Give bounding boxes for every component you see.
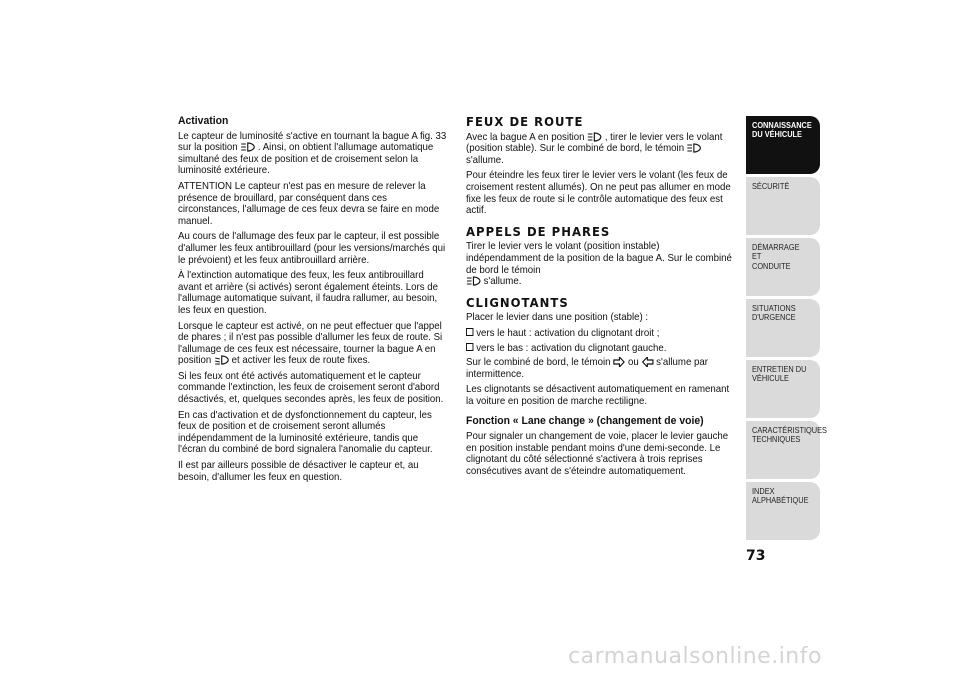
list-item: vers le haut : activation du clignotant droit ; <box>466 328 736 340</box>
tab-index[interactable]: INDEX ALPHABÉTIQUE <box>746 482 820 540</box>
flash-indicator-icon <box>466 276 481 286</box>
watermark: carmanualsonline.info <box>568 644 822 669</box>
right-column <box>466 116 736 481</box>
turn-right-icon <box>613 357 625 367</box>
heading-turn-signals: CLIGNOTANTS <box>466 294 569 310</box>
left-column <box>178 116 448 487</box>
auto-light-icon <box>240 142 255 152</box>
tab-securite[interactable]: SÉCURITÉ <box>746 177 820 235</box>
turn-left-icon <box>641 357 653 367</box>
paragraph-activation: Le capteur de luminosité s'active en tournant la bague A fig. 33 sur la position . Ainsi, on obtient l'allumage automatique simultané des feux de position et de croisement selon la luminosité extérieure. <box>178 130 447 177</box>
paragraph-malfunction: En cas d'activation et de dysfonctionnement du capteur, les feux de position et de croisement seront allumés indépendamment de la luminosité extérieure, tandis que l'écran du combiné de bord signalera l'anomalie du capteur. <box>178 409 433 456</box>
paragraph-flash: Tirer le levier vers le volant (position instable) indépendamment de la position de la bague A. Sur le combiné de bord le témoin s'allume. <box>466 241 732 288</box>
high-beam-indicator-icon <box>687 143 702 153</box>
tab-entretien[interactable]: ENTRETIEN DU VÉHICULE <box>746 360 820 418</box>
tab-demarrage[interactable]: DÉMARRAGE ET CONDUITE <box>746 238 820 296</box>
heading-lane-change: Fonction « Lane change » (changement de voie) <box>466 415 704 428</box>
paragraph-high-beam-off: Pour éteindre les feux tirer le levier vers le volant (les feux de croisement restent allumés). On ne peut pas allumer en mode fixe les feux de route si le contrôle automatique des feux est actif. <box>466 170 731 217</box>
paragraph-high-beam: Avec la bague A en position , tirer le levier vers le volant (position stable). Sur le combiné de bord, le témoin s'allume. <box>466 131 723 166</box>
paragraph-turn-auto: Les clignotants se désactivent automatiquement en ramenant la voiture en position de marche rectiligne. <box>466 384 730 407</box>
tab-urgence[interactable]: SITUATIONS D'URGENCE <box>746 299 820 357</box>
high-beam-icon <box>587 132 602 142</box>
paragraph-auto-off: Si les feux ont été activés automatiquement et le capteur commande l'extinction, les feux de croisement seront d'abord désactivés, et, quelques secondes après, les feux de position. <box>178 370 444 406</box>
heading-high-beam: FEUX DE ROUTE <box>466 114 584 129</box>
page-number: 73 <box>746 548 766 564</box>
tab-caracteristiques[interactable]: CARACTÉRISTIQUES TECHNIQUES <box>746 421 820 479</box>
paragraph-extinction: À l'extinction automatique des feux, les feux antibrouillard avant et arrière (si activés) seront également éteints. Lors de l'allumage automatique suivant, il faudra rallumer, au besoin, les feux en question. <box>178 270 438 316</box>
paragraph-attention: ATTENTION Le capteur n'est pas en mesure de relever la présence de brouillard, par conséquent dans ces circonstances, l'allumage de ces feux devra se faire en mode manuel. <box>178 180 440 227</box>
chapter-tabs <box>746 116 827 543</box>
low-beam-icon <box>214 355 229 365</box>
paragraph-lane-change: Pour signaler un changement de voie, placer le levier gauche en position instable pendant moins d'une demi-seconde. Le clignotant du côté sélectionné s'activera à trois reprises consécutives avant de s'éteindre automatiquement. <box>466 431 729 477</box>
heading-flash: APPELS DE PHARES <box>466 223 611 239</box>
checkbox-bullet-icon <box>466 328 473 336</box>
paragraph-fog: Au cours de l'allumage des feux par le capteur, il est possible d'allumer les feux antibrouillard (pour les versions/marchés qui le prévoient) et les feux antibrouillard arrière. <box>178 231 446 266</box>
paragraph-sensor-active: Lorsque le capteur est activé, on ne peut effectuer que l'appel de phares ; il n'est pas possible d'allumer les feux de route. Si l'allumage de ces feux est nécessaire, tourner la bague A en position et activer les feux de route fixes. <box>178 320 443 367</box>
checkbox-bullet-icon <box>466 343 473 351</box>
list-item: vers le bas : activation du clignotant gauche. <box>466 343 736 355</box>
activation-heading: Activation <box>178 115 229 127</box>
tab-connaissance[interactable]: CONNAISSANCE DU VÉHICULE <box>746 116 820 174</box>
paragraph-turn-position: Placer le levier dans une position (stable) : <box>466 312 649 324</box>
paragraph-disable: Il est par ailleurs possible de désactiver le capteur et, au besoin, d'allumer les feux en question. <box>178 460 419 483</box>
paragraph-turn-indicator: Sur le combiné de bord, le témoin ou s'allume par intermittence. <box>466 357 708 380</box>
